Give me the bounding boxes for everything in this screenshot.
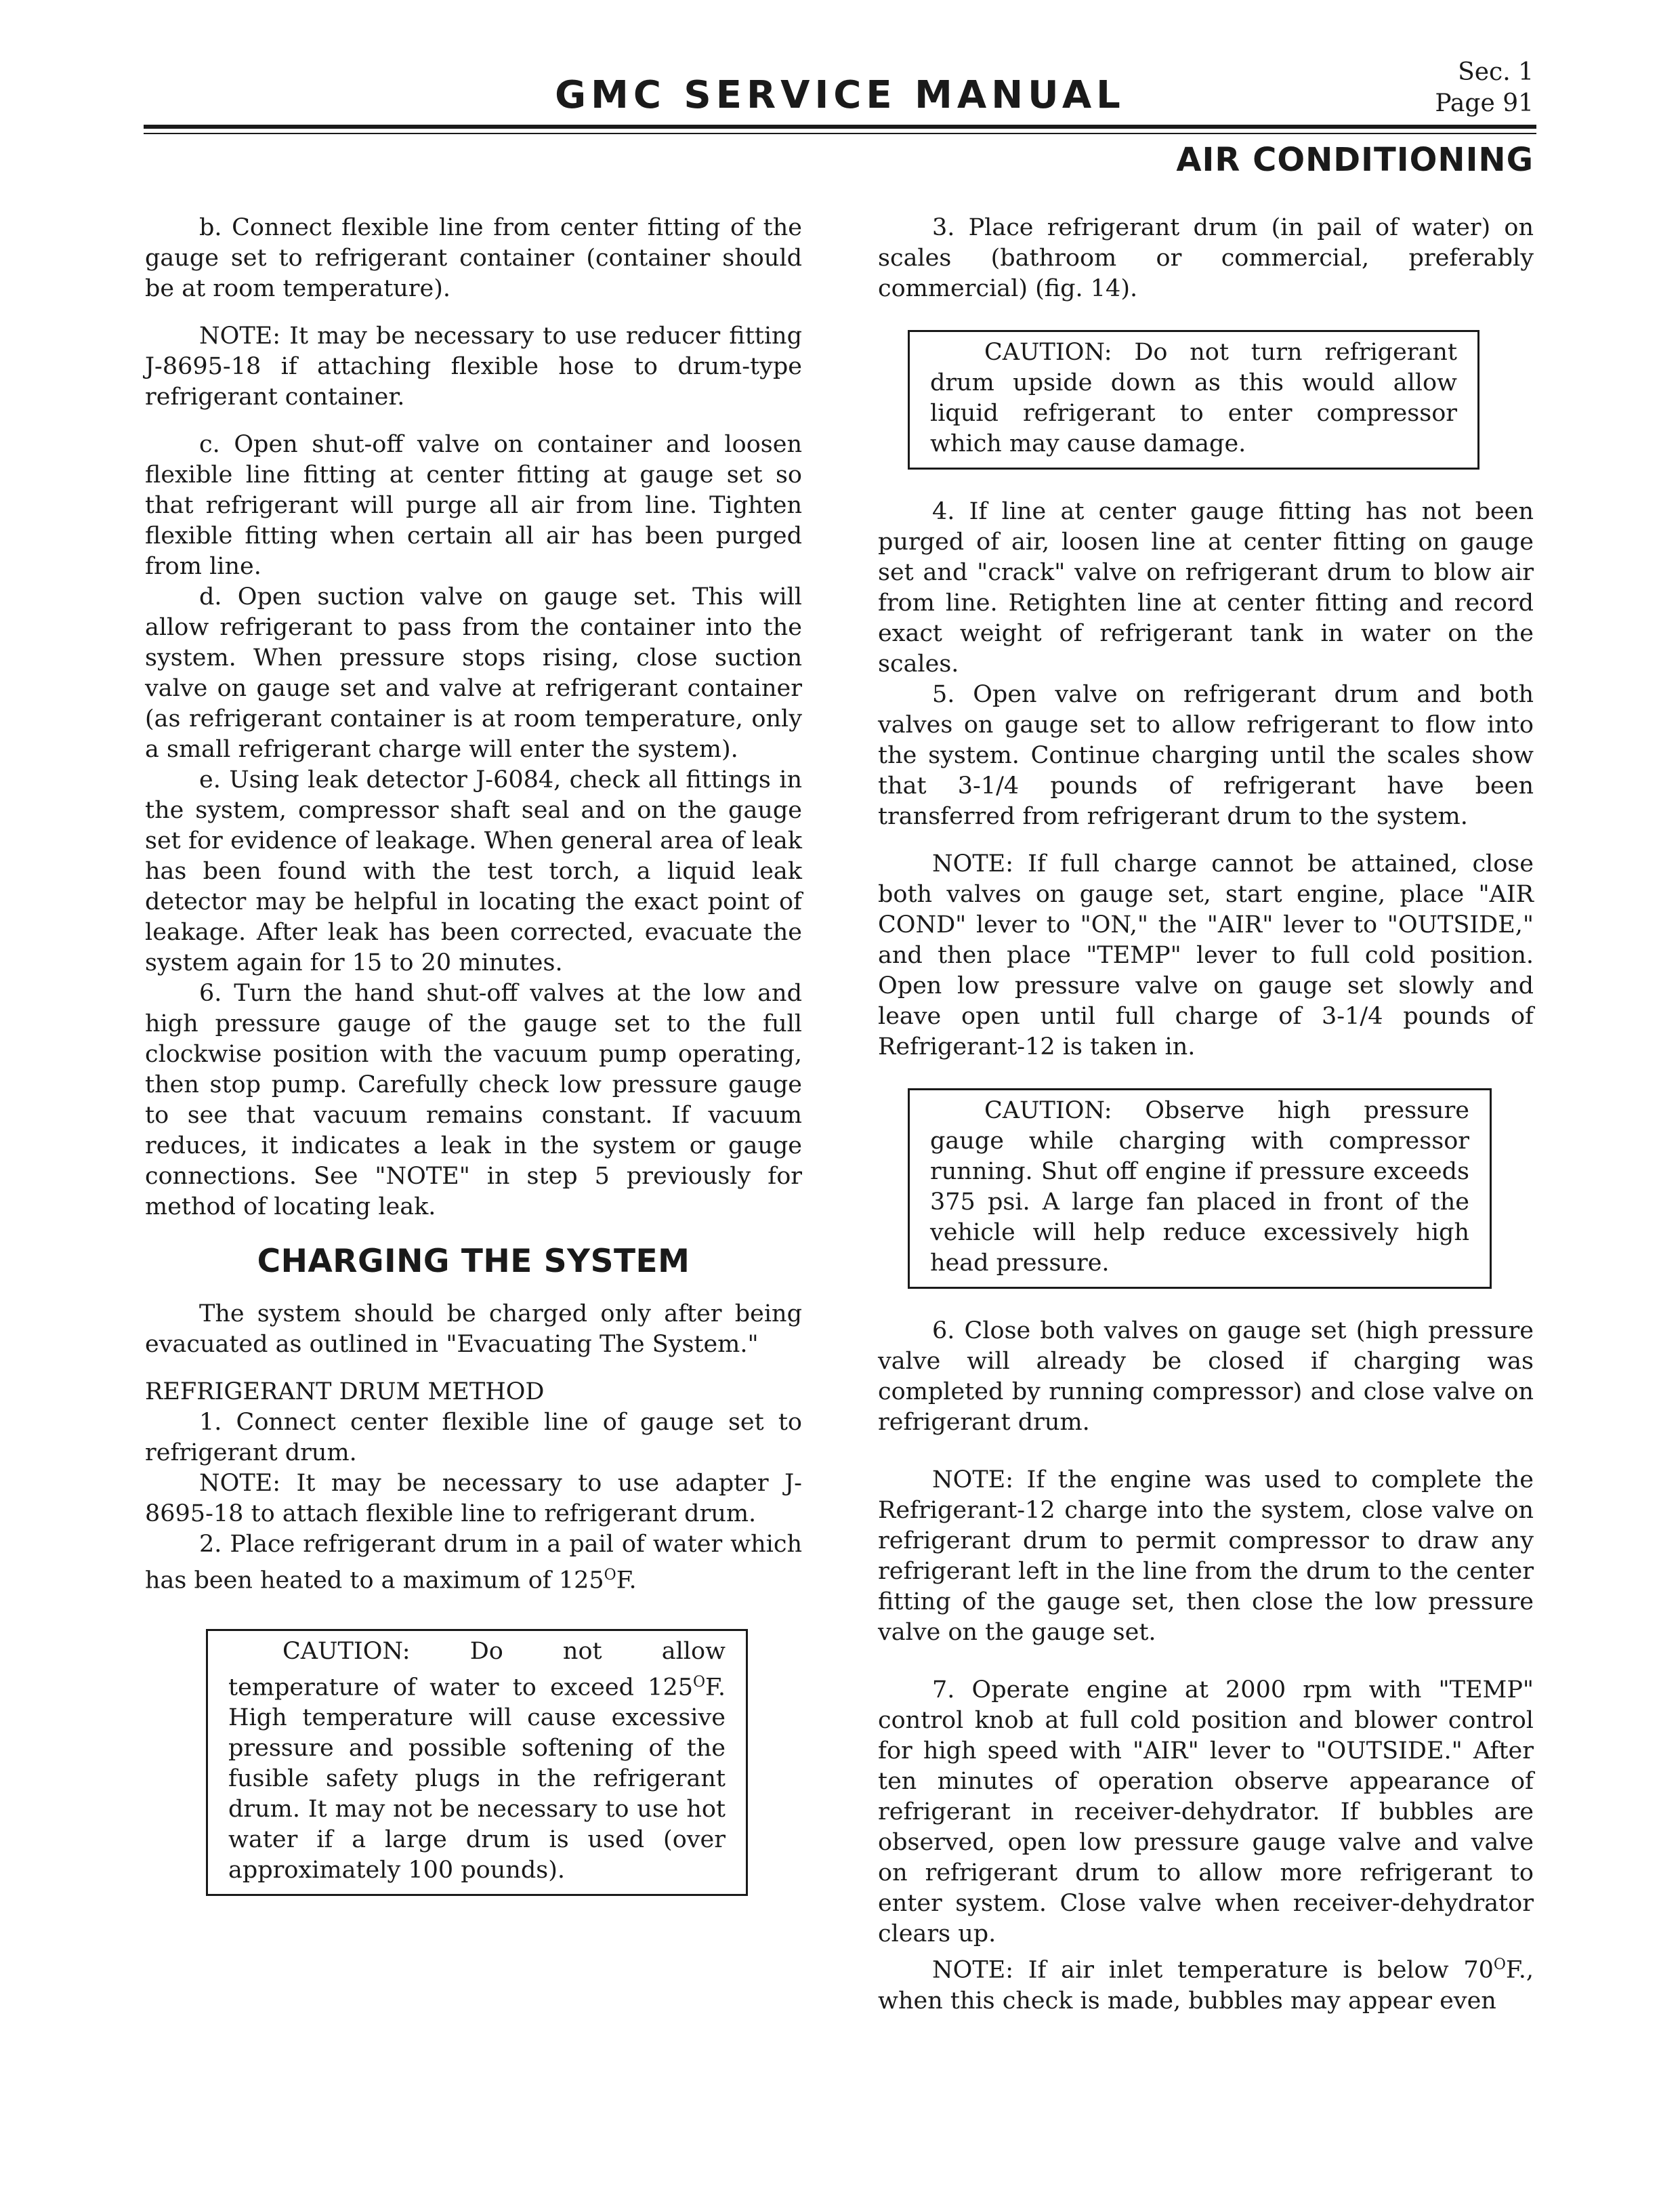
paragraph: e. Using leak detector J-6084, check all fittings in the system, compressor shaft seal and on the gauge set for evidence of leakage. When general area of leak has been found with the test torch, a liquid leak detector may be helpful in locating the exact point of leakage. After leak has been corrected, evacuate the system again for 15 to 20 minutes.	[145, 766, 802, 976]
paragraph: c. Open shut-off valve on container and loosen flexible line fitting at center fitting at gauge set so that refrigerant will purge all air from line. Tighten flexible fitting when certain all air has been purged from line.	[145, 431, 802, 580]
section-title: AIR CONDITIONING	[1176, 141, 1534, 179]
text-run: F., when this check is made, bubbles may appear even	[878, 1956, 1534, 2015]
header-rule-thin	[144, 133, 1536, 134]
caution-text: CAUTION: Observe high pressure gauge while charging with compressor running. Shut off engine if pressure exceeds 375 psi. A large fan placed in front of the vehicle will help reduce excessively high head pressure.	[930, 1097, 1469, 1277]
paragraph: 1. Connect center flexible line of gauge set to refrigerant drum.	[145, 1409, 802, 1466]
paragraph: 6. Close both valves on gauge set (high pressure valve will already be closed if charging was completed by running compressor) and close valve on refrigerant drum.	[878, 1317, 1534, 1436]
text-run: NOTE: If air inlet temperature is below 70	[932, 1956, 1494, 1984]
paragraph	[145, 1529, 802, 1596]
section-page-label	[1435, 57, 1534, 119]
degree-mark: O	[1493, 1956, 1506, 1973]
paragraph: 3. Place refrigerant drum (in pail of water) on scales (bathroom or commercial, preferably commercial) (fig. 14).	[878, 214, 1534, 302]
caution-text: CAUTION: Do not turn refrigerant drum upside down as this would allow liquid refrigerant to enter compressor which may cause damage.	[930, 339, 1457, 457]
note-paragraph: NOTE: If the engine was used to complete the Refrigerant-12 charge into the system, close valve on refrigerant drum to permit compressor to draw any refrigerant left in the line from the drum to the center fitting of the gauge set, then close the low pressure valve on the gauge set.	[878, 1466, 1534, 1646]
text-run: CAUTION: Do not allow temperature of water to exceed 125	[228, 1637, 726, 1701]
caution-box	[908, 1088, 1492, 1289]
paragraph: b. Connect flexible line from center fitting of the gauge set to refrigerant container (container should be at room temperature).	[145, 214, 802, 302]
method-heading: REFRIGERANT DRUM METHOD	[145, 1378, 545, 1405]
note-paragraph: NOTE: It may be necessary to use adapter J-8695-18 to attach flexible line to refrigerant drum.	[145, 1470, 802, 1527]
charging-heading: CHARGING THE SYSTEM	[257, 1243, 690, 1280]
text-run: F.	[616, 1567, 637, 1594]
right-column	[878, 213, 1534, 2017]
degree-mark: O	[604, 1567, 616, 1584]
left-column	[145, 213, 802, 1896]
caution-box	[908, 330, 1479, 470]
paragraph: 5. Open valve on refrigerant drum and both valves on gauge set to allow refrigerant to flow into the system. Continue charging until the scales show that 3-1/4 pounds of refrigerant have been transferred from refrigerant drum to the system.	[878, 681, 1534, 830]
paragraph: d. Open suction valve on gauge set. This will allow refrigerant to pass from the container into the system. When pressure stops rising, close suction valve on gauge set and valve at refrigerant container (as refrigerant container is at room temperature, only a small refrigerant charge will enter the system).	[145, 583, 802, 763]
paragraph: 4. If line at center gauge fitting has not been purged of air, loosen line at center fitting on gauge set and "crack" valve on refrigerant drum to blow air from line. Retighten line at center fitting and record exact weight of refrigerant tank in water on the scales.	[878, 498, 1534, 678]
text-run: F. High temperature will cause excessive pressure and possible softening of the fusible safety plugs in the refrigerant drum. It may not be necessary to use hot water if a large drum is used (over approximately 100 pounds).	[228, 1674, 726, 1884]
header-rule-thick	[144, 125, 1536, 129]
degree-mark: O	[692, 1673, 706, 1691]
paragraph: 6. Turn the hand shut-off valves at the low and high pressure gauge of the gauge set to the full clockwise position with the vacuum pump operating, then stop pump. Carefully check low pressure gauge to see that vacuum remains constant. If vacuum reduces, it indicates a leak in the system or gauge connections. See "NOTE" in step 5 previously for method of locating leak.	[145, 980, 802, 1220]
note-paragraph: NOTE: If full charge cannot be attained, close both valves on gauge set, start engine, place "AIR COND" lever to "ON," the "AIR" lever to "OUTSIDE," and then place "TEMP" lever to full cold position. Open low pressure valve on gauge set slowly and leave open until full charge of 3-1/4 pounds of Refrigerant-12 is taken in.	[878, 850, 1534, 1060]
note-paragraph	[878, 1949, 1534, 2017]
paragraph: 7. Operate engine at 2000 rpm with "TEMP" control knob at full cold position and blower control for high speed with "AIR" lever to "OUTSIDE." After ten minutes of operation observe appearance of refrigerant in receiver-dehydrator. If bubbles are observed, open low pressure gauge valve and valve on refrigerant drum to allow more refrigerant to enter system. Close valve when receiver-dehydrator clears up.	[878, 1676, 1534, 1947]
page-number: Page 91	[1435, 89, 1534, 117]
caution-text	[228, 1636, 726, 1886]
paragraph: The system should be charged only after being evacuated as outlined in "Evacuating The System."	[145, 1300, 802, 1358]
section-number: Sec. 1	[1458, 58, 1534, 86]
note-paragraph: NOTE: It may be necessary to use reducer fitting J-8695-18 if attaching flexible hose to drum-type refrigerant container.	[145, 323, 802, 411]
text-run: 2. Place refrigerant drum in a pail of water which has been heated to a maximum of 125	[145, 1531, 802, 1594]
page-header-title: GMC SERVICE MANUAL	[555, 73, 1125, 117]
caution-box	[206, 1629, 748, 1897]
